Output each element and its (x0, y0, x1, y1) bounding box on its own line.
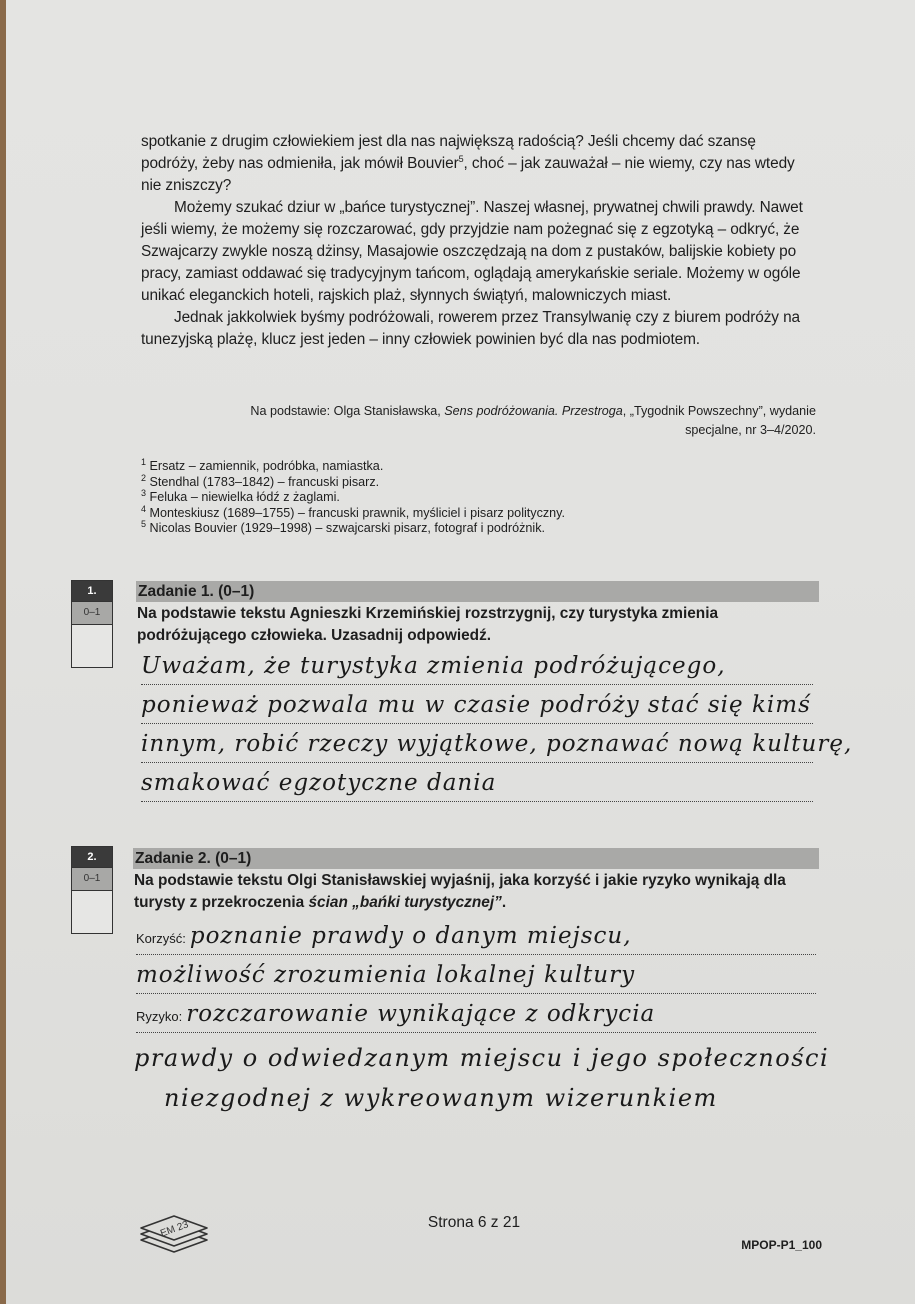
task-number: 2. (72, 847, 112, 868)
answer-line[interactable]: ponieważ pozwala mu w czasie podróży stać się kimś (141, 691, 813, 724)
passage-text (141, 131, 816, 351)
footnote: $^3$ Feluka – niewielka łódź z żaglami. (141, 488, 340, 505)
paragraph-3: Jednak jakkolwiek byśmy podróżowali, rowerem przez Transylwanię czy z biurem podróży na tunezyjską plażę, klucz jest jeden – inny człowiek powinien być dla nas podmiotem. (141, 309, 800, 348)
paragraph-1: spotkanie z drugim człowiekiem jest dla nas największą radością? Jeśli chcemy dać szansę podróży, żeby nas odmieniła, jak mówił Bouvier$^5$, choć – jak zauważał – nie wiemy, czy nas wtedy nie zniszczy? (141, 133, 795, 194)
benefit-answer-line[interactable]: Korzyść: poznanie prawdy o danym miejscu, (136, 922, 816, 955)
document-code: MPOP-P1_100 (741, 1238, 822, 1252)
risk-answer-handwriting: niezgodnej z wykreowanym wizerunkiem (164, 1084, 718, 1112)
source-citation: Na podstawie: Olga Stanisławska, Sens podróżowania. Przestroga, „Tygodnik Powszechny”, wydanie specjalne, nr 3–4/2020. (250, 404, 816, 437)
score-field[interactable] (72, 891, 112, 933)
task-2-title: Zadanie 2. (0–1) (133, 848, 819, 869)
footnote: $^1$ Ersatz – zamiennik, podróbka, namiastka. (141, 456, 384, 473)
exam-logo-icon (139, 1208, 209, 1260)
task-number: 1. (72, 581, 112, 602)
score-field[interactable] (72, 625, 112, 667)
footnote: $^5$ Nicolas Bouvier (1929–1998) – szwajcarski pisarz, fotograf i podróżnik. (141, 519, 546, 536)
answer-line[interactable]: smakować egzotyczne dania (141, 769, 813, 802)
risk-answer-handwriting: prawdy o odwiedzanym miejscu i jego społeczności (134, 1044, 830, 1072)
score-box-task-1 (71, 580, 113, 668)
benefit-answer-line[interactable]: możliwość zrozumienia lokalnej kultury (136, 961, 816, 994)
risk-label: Ryzyko: (136, 1009, 183, 1024)
footnote: $^4$ Monteskiusz (1689–1755) – francuski prawnik, myśliciel i pisarz polityczny. (141, 503, 566, 520)
task-1-title: Zadanie 1. (0–1) (136, 581, 819, 602)
task-2-question: Na podstawie tekstu Olgi Stanisławskiej wyjaśnij, jaka korzyść i jakie ryzyko wynikają dla turysty z przekroczenia ścian „bańki turystycznej”. (134, 872, 786, 911)
answer-line[interactable]: innym, robić rzeczy wyjątkowe, poznawać nową kulturę, (141, 730, 813, 763)
footnotes (141, 456, 741, 537)
paragraph-2: Możemy szukać dziur w „bańce turystycznej”. Naszej własnej, prywatnej chwili prawdy. Nawet jeśli wiemy, że możemy się rozczarować, gdy przyjdzie nam pożegnać się z egzotyką – odkryć, że Szwajcarzy zwykle noszą dżinsy, Masajowie oszczędzają na dom z pustaków, balijskie kobiety po pracy, zamiast oddawać się tradycyjnym tańcom, oglądają amerykańskie seriale. Możemy w ogóle unikać eleganckich hoteli, rajskich plaż, słynnych świątyń, malowniczych miast. (141, 199, 803, 304)
footnote: $^2$ Stendhal (1783–1842) – francuski pisarz. (141, 472, 380, 489)
score-range: 0–1 (72, 868, 112, 891)
page-number: Strona 6 z 21 (427, 1214, 521, 1231)
score-range: 0–1 (72, 602, 112, 625)
risk-answer-line[interactable]: Ryzyko: rozczarowanie wynikające z odkrycia (136, 1000, 816, 1033)
exam-page (6, 0, 915, 1304)
answer-line[interactable]: Uważam, że turystyka zmienia podróżującego, (141, 652, 813, 685)
score-box-task-2 (71, 846, 113, 934)
benefit-label: Korzyść: (136, 931, 186, 946)
task-1-question: Na podstawie tekstu Agnieszki Krzemińskiej rozstrzygnij, czy turystyka zmienia podróżującego człowieka. Uzasadnij odpowiedź. (137, 605, 719, 644)
svg-text:EM 23: EM 23 (159, 1219, 190, 1240)
